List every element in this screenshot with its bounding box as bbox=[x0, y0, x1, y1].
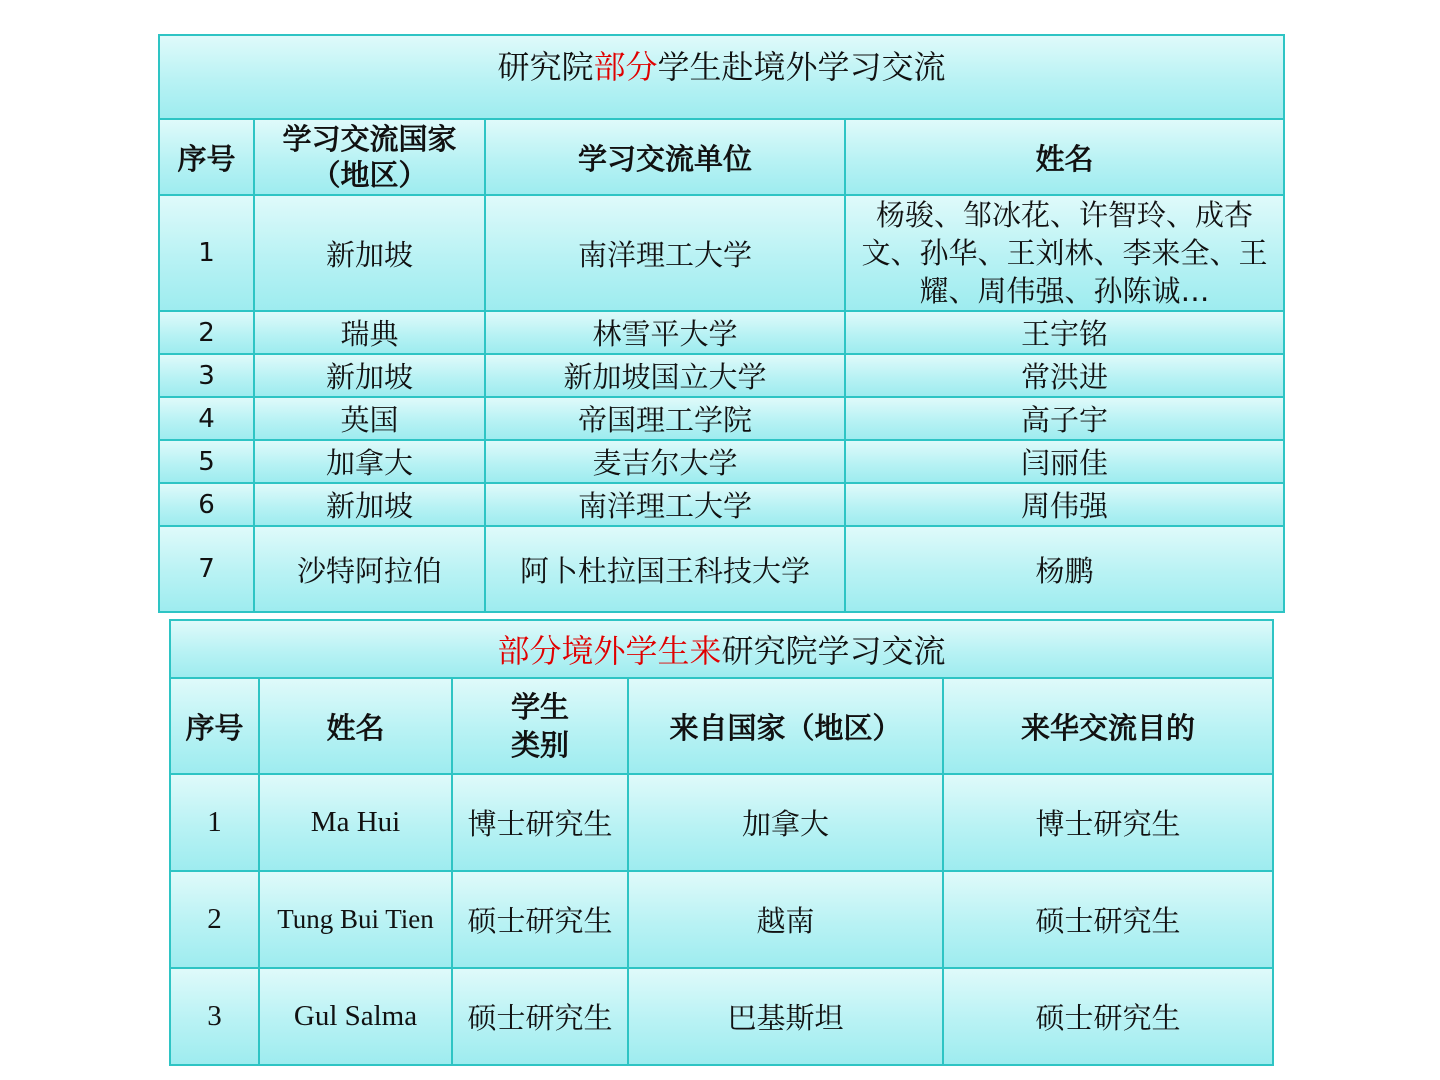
row-country: 沙特阿拉伯 bbox=[254, 526, 485, 612]
row-no: 4 bbox=[159, 397, 254, 440]
row-country: 英国 bbox=[254, 397, 485, 440]
row-names: 高子宇 bbox=[845, 397, 1284, 440]
row-no: 5 bbox=[159, 440, 254, 483]
row-type: 博士研究生 bbox=[452, 774, 628, 871]
row-names: 杨骏、邹冰花、许智玲、成杏文、孙华、王刘林、李来全、王耀、周伟强、孙陈诚… bbox=[845, 195, 1284, 311]
table-row bbox=[159, 526, 1284, 612]
table2-title-highlight: 部分境外学生来 bbox=[497, 632, 722, 670]
row-country: 瑞典 bbox=[254, 311, 485, 354]
row-no: 2 bbox=[159, 311, 254, 354]
table2-header-country: 来自国家（地区） bbox=[628, 678, 943, 774]
row-country: 巴基斯坦 bbox=[628, 968, 943, 1065]
row-name: Gul Salma bbox=[259, 968, 452, 1065]
table-row bbox=[170, 968, 1273, 1065]
table2-header-no: 序号 bbox=[170, 678, 259, 774]
table1-header-no: 序号 bbox=[159, 119, 254, 195]
row-unit: 阿卜杜拉国王科技大学 bbox=[485, 526, 845, 612]
table1-title-post: 学生赴境外学习交流 bbox=[657, 48, 946, 86]
table2-header-name: 姓名 bbox=[259, 678, 452, 774]
table2-title bbox=[170, 620, 1273, 678]
table-row bbox=[159, 311, 1284, 354]
row-type: 硕士研究生 bbox=[452, 968, 628, 1065]
row-no: 2 bbox=[170, 871, 259, 968]
table1-header-names: 姓名 bbox=[845, 119, 1284, 195]
table-row bbox=[170, 871, 1273, 968]
row-country: 新加坡 bbox=[254, 483, 485, 526]
row-unit: 南洋理工大学 bbox=[485, 195, 845, 311]
row-no: 1 bbox=[159, 195, 254, 311]
table-row bbox=[159, 354, 1284, 397]
table1-title-pre: 研究院 bbox=[497, 48, 594, 86]
row-purpose: 硕士研究生 bbox=[943, 968, 1273, 1065]
row-names: 周伟强 bbox=[845, 483, 1284, 526]
table2-header-type: 学生类别 bbox=[452, 678, 628, 774]
row-no: 3 bbox=[159, 354, 254, 397]
row-names: 王宇铭 bbox=[845, 311, 1284, 354]
table1-title-highlight: 部分 bbox=[593, 48, 658, 86]
row-unit: 南洋理工大学 bbox=[485, 483, 845, 526]
table1-header-country: 学习交流国家（地区） bbox=[254, 119, 485, 195]
inbound-exchange-table bbox=[169, 619, 1274, 1066]
row-unit: 麦吉尔大学 bbox=[485, 440, 845, 483]
row-unit: 帝国理工学院 bbox=[485, 397, 845, 440]
row-country: 新加坡 bbox=[254, 195, 485, 311]
table1-title bbox=[159, 35, 1284, 119]
row-name: Ma Hui bbox=[259, 774, 452, 871]
row-country: 加拿大 bbox=[628, 774, 943, 871]
table2-title-post: 研究院学习交流 bbox=[721, 632, 946, 670]
row-no: 6 bbox=[159, 483, 254, 526]
table-row bbox=[159, 483, 1284, 526]
row-country: 加拿大 bbox=[254, 440, 485, 483]
row-country: 越南 bbox=[628, 871, 943, 968]
row-purpose: 硕士研究生 bbox=[943, 871, 1273, 968]
row-no: 7 bbox=[159, 526, 254, 612]
row-names: 常洪进 bbox=[845, 354, 1284, 397]
table2-header-purpose: 来华交流目的 bbox=[943, 678, 1273, 774]
row-country: 新加坡 bbox=[254, 354, 485, 397]
row-no: 3 bbox=[170, 968, 259, 1065]
row-purpose: 博士研究生 bbox=[943, 774, 1273, 871]
row-no: 1 bbox=[170, 774, 259, 871]
row-unit: 林雪平大学 bbox=[485, 311, 845, 354]
table-row bbox=[159, 195, 1284, 311]
table-row bbox=[159, 440, 1284, 483]
outbound-exchange-table bbox=[158, 34, 1285, 613]
row-type: 硕士研究生 bbox=[452, 871, 628, 968]
table1-header-unit: 学习交流单位 bbox=[485, 119, 845, 195]
row-names: 杨鹏 bbox=[845, 526, 1284, 612]
table-row bbox=[170, 774, 1273, 871]
row-names: 闫丽佳 bbox=[845, 440, 1284, 483]
table-row bbox=[159, 397, 1284, 440]
row-unit: 新加坡国立大学 bbox=[485, 354, 845, 397]
row-name: Tung Bui Tien bbox=[259, 871, 452, 968]
